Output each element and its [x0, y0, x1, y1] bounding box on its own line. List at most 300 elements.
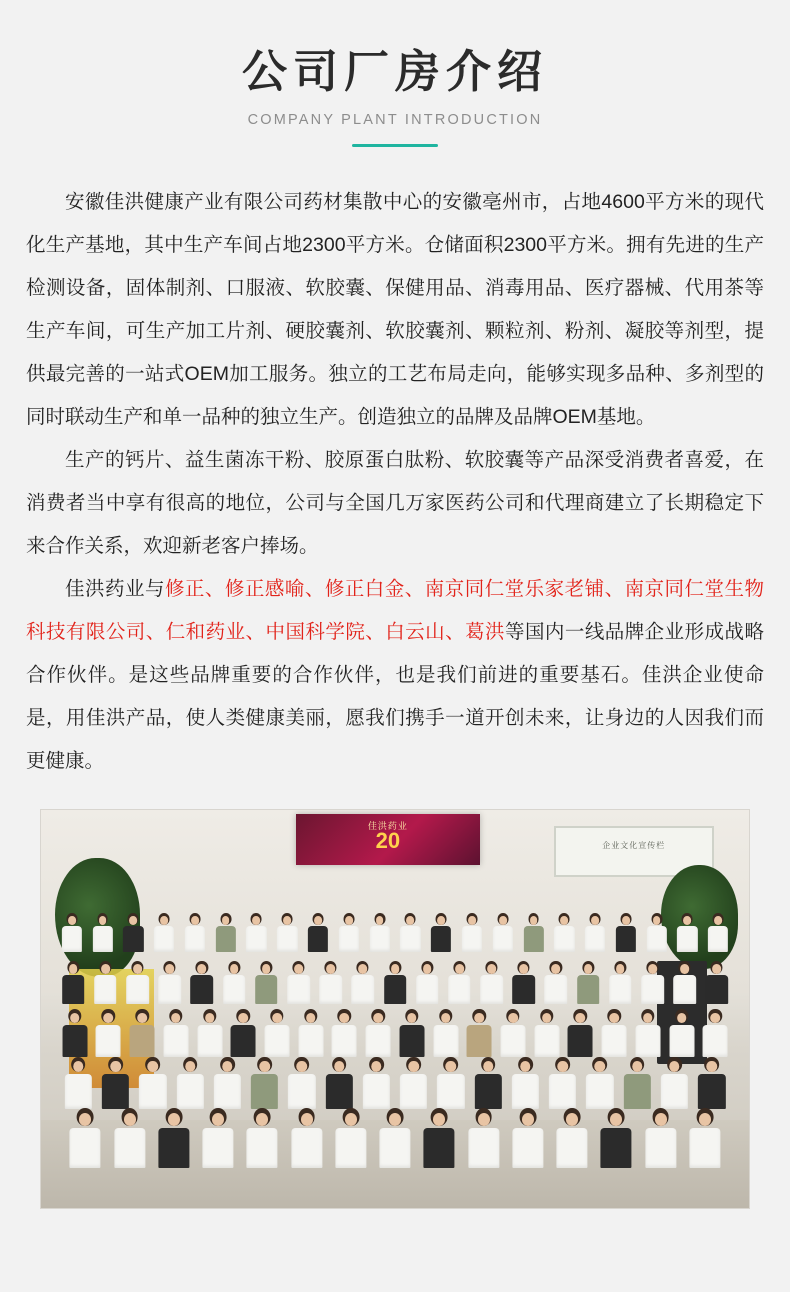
- employee-face: [557, 1061, 568, 1072]
- employee-torso: [223, 975, 246, 1004]
- employee-figure: [252, 961, 281, 1005]
- employee-torso: [706, 975, 729, 1004]
- employee-figure: [545, 1057, 580, 1110]
- employee-torso: [92, 926, 112, 952]
- employee-figure: [632, 1009, 664, 1057]
- employee-torso: [298, 1025, 323, 1057]
- employee-face: [358, 964, 367, 973]
- employee-face: [259, 1061, 270, 1072]
- employee-face: [301, 1113, 313, 1126]
- partner-brands-highlight: 修正、修正感喻、修正白金、南京同仁堂乐家老铺、南京同仁堂生物科技有限公司、仁和药业、中国科学院、白云山、葛洪: [26, 577, 764, 643]
- employee-torso: [246, 926, 266, 952]
- employee-face: [148, 1061, 159, 1072]
- employee-face: [519, 964, 528, 973]
- employee-face: [256, 1113, 268, 1126]
- employee-figure: [331, 1108, 371, 1168]
- employee-torso: [431, 926, 451, 952]
- employee-figure: [396, 1057, 431, 1110]
- employee-face: [340, 1013, 350, 1023]
- employee-face: [552, 964, 561, 973]
- employee-torso: [65, 1074, 92, 1109]
- employee-torso: [191, 975, 214, 1004]
- employee-torso: [624, 1074, 651, 1109]
- employee-torso: [102, 1074, 129, 1109]
- employee-torso: [689, 1128, 720, 1168]
- employee-figure: [135, 1057, 170, 1110]
- employee-torso: [645, 1128, 676, 1168]
- employee-torso: [163, 1025, 188, 1057]
- employee-torso: [369, 926, 389, 952]
- employee-torso: [545, 975, 568, 1004]
- employee-torso: [677, 926, 697, 952]
- employee-torso: [325, 1074, 352, 1109]
- employee-torso: [424, 1128, 455, 1168]
- employee-face: [165, 964, 174, 973]
- employee-face: [168, 1113, 180, 1126]
- employee-torso: [352, 975, 375, 1004]
- employee-face: [376, 916, 384, 924]
- employee-face: [110, 1061, 121, 1072]
- employee-figure: [433, 1057, 468, 1110]
- employee-face: [408, 1061, 419, 1072]
- employee-face: [391, 964, 400, 973]
- employee-face: [253, 916, 261, 924]
- employee-torso: [512, 1074, 539, 1109]
- employee-face: [306, 1013, 316, 1023]
- employee-torso: [437, 1074, 464, 1109]
- employee-face: [238, 1013, 248, 1023]
- employee-torso: [556, 1128, 587, 1168]
- employee-face: [133, 964, 142, 973]
- employee-torso: [94, 975, 117, 1004]
- employee-torso: [251, 1074, 278, 1109]
- employee-torso: [647, 926, 667, 952]
- employee-figure: [247, 1057, 282, 1110]
- employee-torso: [399, 1025, 424, 1057]
- employee-crowd: [41, 810, 749, 1208]
- photo-scene: [41, 810, 749, 1208]
- employee-figure: [91, 961, 120, 1005]
- employee-figure: [110, 1108, 150, 1168]
- employee-figure: [284, 961, 313, 1005]
- employee-figure: [98, 1057, 133, 1110]
- employee-face: [542, 1013, 552, 1023]
- employee-figure: [551, 913, 577, 952]
- employee-face: [487, 964, 496, 973]
- employee-torso: [114, 1128, 145, 1168]
- employee-figure: [362, 1009, 394, 1057]
- employee-figure: [194, 1009, 226, 1057]
- employee-figure: [65, 1108, 105, 1168]
- employee-torso: [448, 975, 471, 1004]
- employee-figure: [521, 913, 547, 952]
- employee-torso: [433, 1025, 458, 1057]
- employee-face: [272, 1013, 282, 1023]
- employee-figure: [348, 961, 377, 1005]
- employee-figure: [598, 1009, 630, 1057]
- employee-figure: [322, 1057, 357, 1110]
- employee-face: [468, 916, 476, 924]
- employee-face: [104, 1013, 114, 1023]
- employee-torso: [534, 1025, 559, 1057]
- employee-figure: [596, 1108, 636, 1168]
- employee-torso: [70, 1128, 101, 1168]
- group-photo: [40, 809, 750, 1209]
- employee-face: [407, 1013, 417, 1023]
- employee-figure: [316, 961, 345, 1005]
- employee-torso: [467, 1025, 492, 1057]
- employee-figure: [126, 1009, 158, 1057]
- employee-torso: [379, 1128, 410, 1168]
- employee-face: [474, 1013, 484, 1023]
- employee-figure: [564, 1009, 596, 1057]
- employee-torso: [62, 1025, 87, 1057]
- employee-torso: [501, 1025, 526, 1057]
- employee-face: [669, 1061, 680, 1072]
- employee-torso: [214, 1074, 241, 1109]
- employee-figure: [582, 913, 608, 952]
- employee-torso: [512, 1128, 543, 1168]
- employee-face: [530, 916, 538, 924]
- employee-torso: [319, 975, 342, 1004]
- employee-figure: [471, 1057, 506, 1110]
- employee-face: [610, 1113, 622, 1126]
- employee-face: [222, 916, 230, 924]
- employee-torso: [185, 926, 205, 952]
- employee-figure: [477, 961, 506, 1005]
- employee-figure: [638, 961, 667, 1005]
- employee-face: [160, 916, 168, 924]
- paragraph-1: 安徽佳洪健康产业有限公司药材集散中心的安徽亳州市，占地4600平方米的现代化生产基地，其中生产车间占地2300平方米。仓储面积2300平方米。拥有先进的生产检测设备，固体制剂、口服液、软胶囊、保健用品、消毒用品、医疗器械、代用茶等生产车间，可生产加工片剂、硬胶囊剂、软胶囊剂、颗粒剂、粉剂、凝胶等剂型，提供最完善的一站式OEM加工服务。独立的工艺布局走向，能够实现多品种、多剂型的同时联动生产和单一品种的独立生产。创造独立的品牌及品牌OEM基地。: [26, 190, 764, 428]
- employee-figure: [59, 1009, 91, 1057]
- employee-torso: [703, 1025, 728, 1057]
- employee-torso: [255, 975, 278, 1004]
- employee-face: [616, 964, 625, 973]
- employee-torso: [549, 1074, 576, 1109]
- employee-figure: [213, 913, 239, 952]
- employee-figure: [295, 1009, 327, 1057]
- employee-face: [446, 1061, 457, 1072]
- employee-figure: [381, 961, 410, 1005]
- employee-torso: [602, 1025, 627, 1057]
- employee-face: [433, 1113, 445, 1126]
- employee-figure: [508, 1108, 548, 1168]
- employee-figure: [644, 913, 670, 952]
- employee-torso: [416, 975, 439, 1004]
- employee-torso: [62, 975, 85, 1004]
- employee-torso: [616, 926, 636, 952]
- employee-figure: [59, 913, 85, 952]
- title-divider: [352, 144, 438, 147]
- employee-torso: [635, 1025, 660, 1057]
- employee-torso: [231, 1025, 256, 1057]
- employee-figure: [274, 913, 300, 952]
- employee-face: [609, 1013, 619, 1023]
- employee-figure: [606, 961, 635, 1005]
- employee-torso: [609, 975, 632, 1004]
- employee-torso: [673, 975, 696, 1004]
- employee-torso: [158, 1128, 189, 1168]
- employee-figure: [666, 1009, 698, 1057]
- employee-face: [437, 916, 445, 924]
- employee-face: [706, 1061, 717, 1072]
- employee-face: [294, 964, 303, 973]
- employee-face: [191, 916, 199, 924]
- employee-face: [334, 1061, 345, 1072]
- employee-figure: [508, 1057, 543, 1110]
- employee-figure: [287, 1108, 327, 1168]
- employee-face: [712, 964, 721, 973]
- employee-face: [655, 1113, 667, 1126]
- employee-face: [73, 1061, 84, 1072]
- employee-figure: [463, 1009, 495, 1057]
- employee-figure: [220, 961, 249, 1005]
- employee-face: [643, 1013, 653, 1023]
- paragraph-3: [26, 568, 764, 783]
- employee-face: [684, 916, 692, 924]
- employee-face: [230, 964, 239, 973]
- employee-torso: [708, 926, 728, 952]
- employee-torso: [130, 1025, 155, 1057]
- employee-face: [483, 1061, 494, 1072]
- employee-torso: [577, 975, 600, 1004]
- employee-figure: [694, 1057, 729, 1110]
- employee-torso: [554, 926, 574, 952]
- employee-figure: [375, 1108, 415, 1168]
- employee-figure: [160, 1009, 192, 1057]
- employee-face: [423, 964, 432, 973]
- employee-torso: [332, 1025, 357, 1057]
- employee-figure: [413, 961, 442, 1005]
- employee-face: [79, 1113, 91, 1126]
- employee-figure: [90, 913, 116, 952]
- employee-figure: [685, 1108, 725, 1168]
- page-title: 公司厂房介绍: [241, 46, 548, 97]
- employee-figure: [641, 1108, 681, 1168]
- employee-face: [714, 916, 722, 924]
- employee-torso: [247, 1128, 278, 1168]
- employee-face: [314, 916, 322, 924]
- employee-figure: [428, 913, 454, 952]
- employee-face: [283, 916, 291, 924]
- employee-face: [137, 1013, 147, 1023]
- employee-figure: [582, 1057, 617, 1110]
- employee-torso: [480, 975, 503, 1004]
- employee-face: [68, 916, 76, 924]
- employee-figure: [541, 961, 570, 1005]
- employee-face: [622, 916, 630, 924]
- banner-line-1: 佳洪药业: [367, 820, 408, 831]
- employee-face: [373, 1013, 383, 1023]
- employee-face: [699, 1113, 711, 1126]
- employee-face: [520, 1061, 531, 1072]
- employee-face: [205, 1013, 215, 1023]
- employee-torso: [158, 975, 181, 1004]
- employee-face: [262, 964, 271, 973]
- employee-face: [371, 1061, 382, 1072]
- employee-face: [478, 1113, 490, 1126]
- employee-figure: [552, 1108, 592, 1168]
- employee-torso: [661, 1074, 688, 1109]
- employee-torso: [475, 1074, 502, 1109]
- employee-torso: [202, 1128, 233, 1168]
- employee-figure: [359, 1057, 394, 1110]
- paragraph-3-lead: 佳洪药业与: [65, 577, 165, 600]
- page-subtitle: COMPANY PLANT INTRODUCTION: [247, 111, 543, 128]
- employee-torso: [363, 1074, 390, 1109]
- employee-figure: [531, 1009, 563, 1057]
- employee-figure: [445, 961, 474, 1005]
- paragraph-2: 生产的钙片、益生菌冻干粉、胶原蛋白肽粉、软胶囊等产品深受消费者喜爱，在消费者当中享有很高的地位，公司与全国几万家医药公司和代理商建立了长期稳定下来合作关系，欢迎新老客户捧场。: [26, 448, 764, 557]
- employee-face: [680, 964, 689, 973]
- employee-torso: [400, 926, 420, 952]
- employee-figure: [336, 913, 362, 952]
- employee-face: [455, 964, 464, 973]
- employee-face: [101, 964, 110, 973]
- employee-figure: [328, 1009, 360, 1057]
- employee-torso: [139, 1074, 166, 1109]
- employee-figure: [261, 1009, 293, 1057]
- employee-face: [297, 1061, 308, 1072]
- employee-torso: [586, 1074, 613, 1109]
- employee-face: [677, 1013, 687, 1023]
- employee-figure: [61, 1057, 96, 1110]
- employee-face: [522, 1113, 534, 1126]
- employee-figure: [464, 1108, 504, 1168]
- employee-figure: [242, 1108, 282, 1168]
- employee-face: [222, 1061, 233, 1072]
- employee-torso: [62, 926, 82, 952]
- employee-figure: [210, 1057, 245, 1110]
- employee-torso: [339, 926, 359, 952]
- employee-figure: [620, 1057, 655, 1110]
- employee-figure: [155, 961, 184, 1005]
- paragraph-3-tail: 等国内一线品牌企业形成战略合作伙伴。是这些品牌重要的合作伙伴，也是我们前进的重要基石。佳洪企业使命是，用佳洪产品，使人类健康美丽，愿我们携手一道开创未来，让身边的人因我们而更健康。: [26, 620, 764, 772]
- employee-torso: [493, 926, 513, 952]
- employee-face: [345, 1113, 357, 1126]
- employee-figure: [123, 961, 152, 1005]
- employee-figure: [154, 1108, 194, 1168]
- employee-figure: [430, 1009, 462, 1057]
- employee-figure: [92, 1009, 124, 1057]
- employee-torso: [468, 1128, 499, 1168]
- employee-figure: [702, 961, 731, 1005]
- employee-figure: [490, 913, 516, 952]
- employee-figure: [509, 961, 538, 1005]
- employee-face: [632, 1061, 643, 1072]
- employee-torso: [366, 1025, 391, 1057]
- employee-figure: [187, 961, 216, 1005]
- employee-face: [70, 1013, 80, 1023]
- employee-face: [595, 1061, 606, 1072]
- employee-figure: [574, 961, 603, 1005]
- employee-torso: [669, 1025, 694, 1057]
- employee-figure: [670, 961, 699, 1005]
- employee-figure: [674, 913, 700, 952]
- body-copy: [26, 181, 764, 783]
- employee-face: [566, 1113, 578, 1126]
- banner-headline: 20: [375, 828, 401, 854]
- employee-figure: [151, 913, 177, 952]
- employee-figure: [173, 1057, 208, 1110]
- employee-torso: [265, 1025, 290, 1057]
- employee-torso: [400, 1074, 427, 1109]
- employee-figure: [243, 913, 269, 952]
- employee-face: [406, 916, 414, 924]
- employee-figure: [397, 913, 423, 952]
- employee-face: [171, 1013, 181, 1023]
- employee-torso: [523, 926, 543, 952]
- employee-torso: [568, 1025, 593, 1057]
- employee-face: [591, 916, 599, 924]
- employee-face: [560, 916, 568, 924]
- employee-figure: [459, 913, 485, 952]
- employee-face: [389, 1113, 401, 1126]
- employee-face: [345, 916, 353, 924]
- employee-torso: [308, 926, 328, 952]
- employee-torso: [462, 926, 482, 952]
- employee-face: [653, 916, 661, 924]
- employee-torso: [384, 975, 407, 1004]
- employee-figure: [120, 913, 146, 952]
- employee-face: [648, 964, 657, 973]
- employee-torso: [601, 1128, 632, 1168]
- employee-figure: [613, 913, 639, 952]
- employee-figure: [657, 1057, 692, 1110]
- employee-figure: [705, 913, 731, 952]
- employee-face: [584, 964, 593, 973]
- employee-figure: [699, 1009, 731, 1057]
- employee-torso: [585, 926, 605, 952]
- employee-torso: [96, 1025, 121, 1057]
- employee-figure: [59, 961, 88, 1005]
- employee-figure: [497, 1009, 529, 1057]
- employee-figure: [305, 913, 331, 952]
- employee-torso: [176, 1074, 203, 1109]
- employee-face: [710, 1013, 720, 1023]
- employee-torso: [287, 975, 310, 1004]
- employee-torso: [123, 926, 143, 952]
- employee-torso: [288, 1074, 315, 1109]
- employee-figure: [419, 1108, 459, 1168]
- employee-face: [499, 916, 507, 924]
- employee-torso: [277, 926, 297, 952]
- employee-torso: [698, 1074, 725, 1109]
- employee-face: [185, 1061, 196, 1072]
- employee-figure: [227, 1009, 259, 1057]
- page-header: [0, 0, 790, 147]
- employee-torso: [291, 1128, 322, 1168]
- employee-face: [326, 964, 335, 973]
- employee-figure: [367, 913, 393, 952]
- employee-torso: [197, 1025, 222, 1057]
- employee-face: [212, 1113, 224, 1126]
- employee-face: [576, 1013, 586, 1023]
- employee-torso: [512, 975, 535, 1004]
- employee-torso: [126, 975, 149, 1004]
- employee-figure: [198, 1108, 238, 1168]
- employee-face: [198, 964, 207, 973]
- employee-torso: [154, 926, 174, 952]
- employee-figure: [396, 1009, 428, 1057]
- whiteboard-text: 企业文化宣传栏: [602, 841, 666, 851]
- employee-torso: [335, 1128, 366, 1168]
- employee-torso: [641, 975, 664, 1004]
- employee-figure: [284, 1057, 319, 1110]
- employee-figure: [182, 913, 208, 952]
- employee-face: [508, 1013, 518, 1023]
- employee-face: [441, 1013, 451, 1023]
